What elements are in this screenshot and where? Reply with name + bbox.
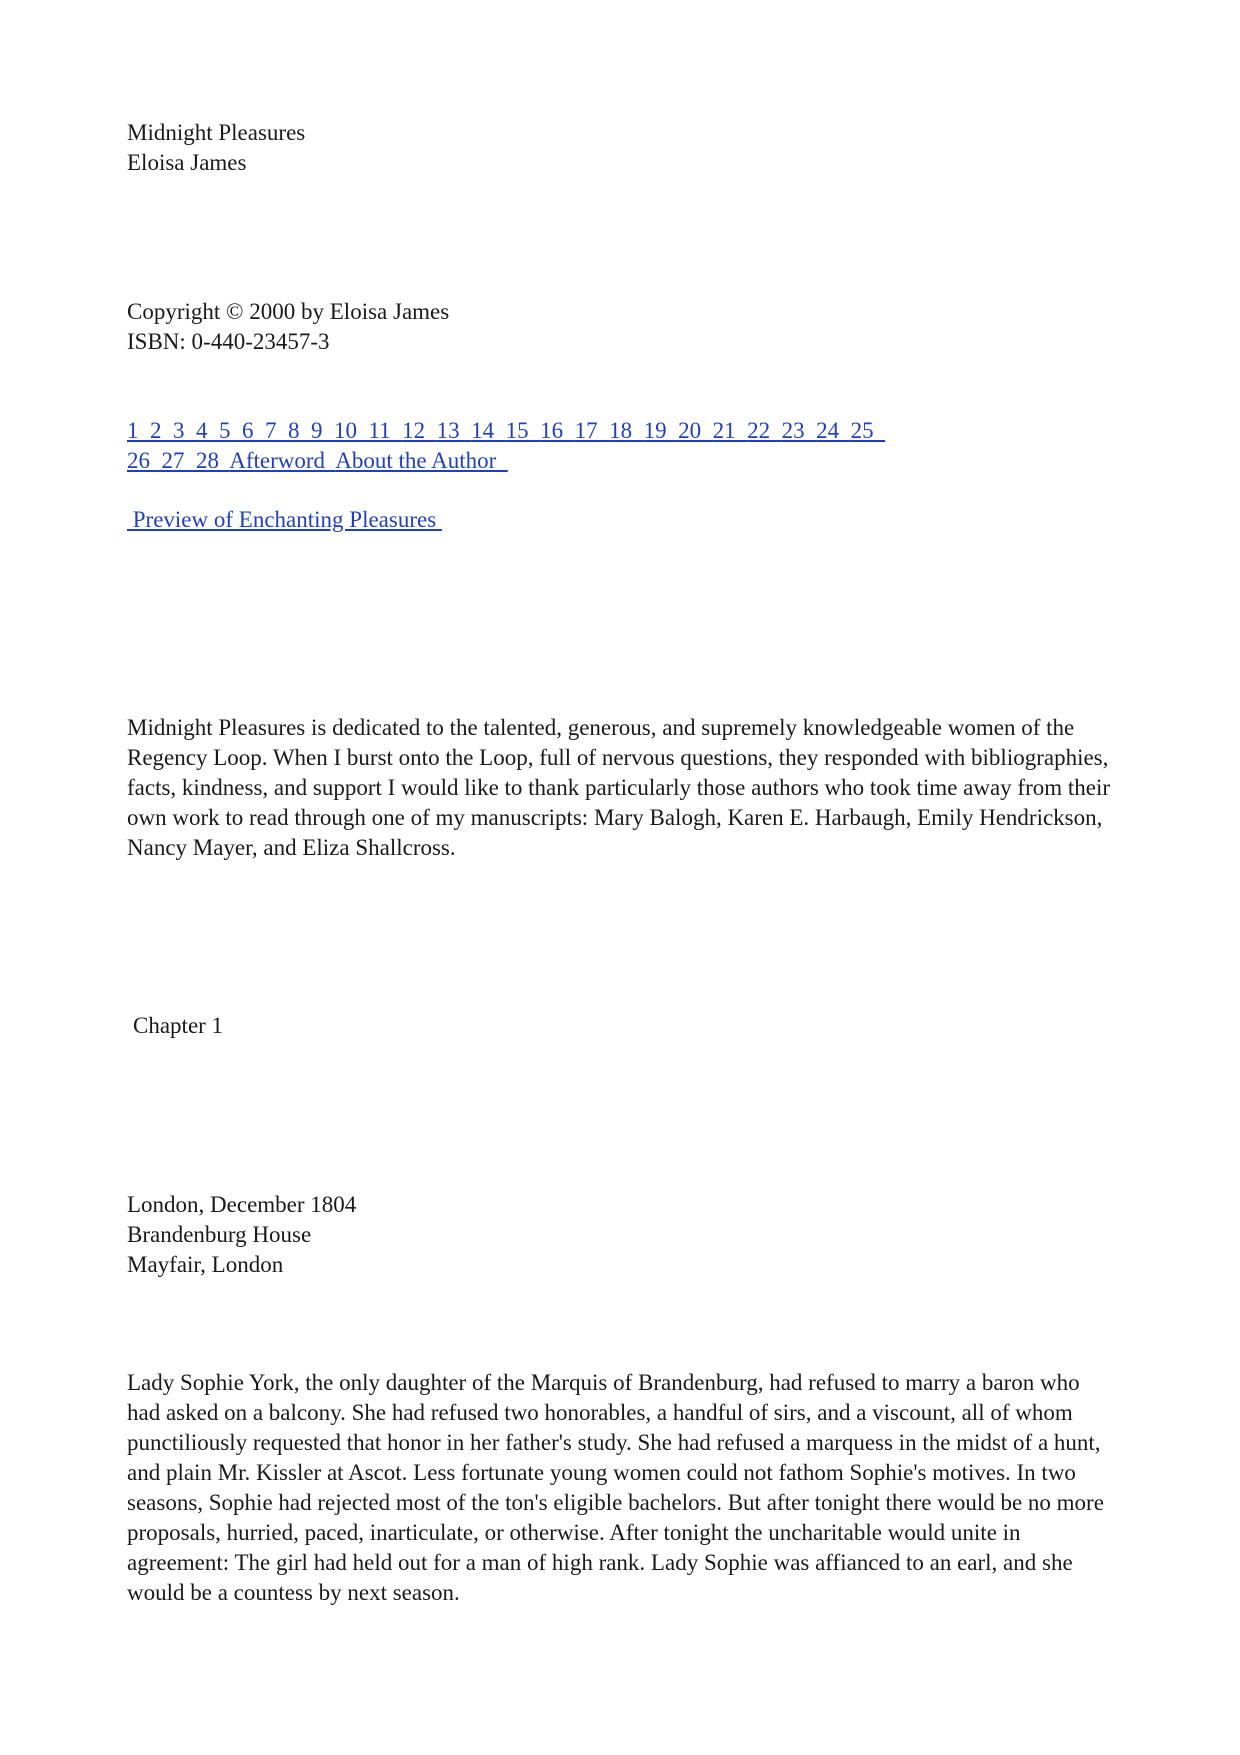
setting-block	[127, 1190, 1127, 1280]
toc-link-27[interactable]: 27	[161, 448, 196, 473]
toc-link-20[interactable]: 20	[678, 418, 713, 443]
setting-line-2: Brandenburg House	[127, 1222, 312, 1247]
toc-link-17[interactable]: 17	[574, 418, 610, 443]
toc-link-28[interactable]: 28	[196, 448, 230, 473]
chapter-paragraph: Lady Sophie York, the only daughter of the Marquis of Brandenburg, had refused to marry a baron who had asked on a balcony. She had refused two honorables, a handful of sirs, and a viscount, all of whom punctiliously requested that honor in her father's study. She had refused a marquess in the midst of a hunt, and plain Mr. Kissler at Ascot. Less fortunate young women could not fathom Sophie's motives. In two seasons, Sophie had rejected most of the ton's eligible bachelors. But after tonight there would be no more proposals, hurried, paced, inarticulate, or otherwise. After tonight the uncharitable would unite in agreement: The girl had held out for a man of high rank. Lady Sophie was affianced to an earl, and she would be a countess by next season.	[127, 1370, 1104, 1605]
toc-row-2	[127, 446, 1127, 476]
copyright-block	[127, 297, 1127, 357]
toc-link-26[interactable]: 26	[127, 448, 162, 473]
toc-link-15[interactable]: 15	[505, 418, 541, 443]
toc-link-21[interactable]: 21	[712, 418, 748, 443]
toc-link-10[interactable]: 10	[334, 418, 369, 443]
toc-link-afterword[interactable]: Afterword	[229, 448, 336, 473]
isbn: ISBN: 0-440-23457-3	[127, 329, 330, 354]
book-author: Eloisa James	[127, 150, 247, 175]
toc-link-2[interactable]: 2	[150, 418, 173, 443]
setting-line-3: Mayfair, London	[127, 1252, 284, 1277]
copyright-notice: Copyright © 2000 by Eloisa James	[127, 299, 450, 324]
toc-link-3[interactable]: 3	[173, 418, 196, 443]
toc-link-5[interactable]: 5	[219, 418, 242, 443]
toc-link-8[interactable]: 8	[288, 418, 311, 443]
table-of-contents	[127, 416, 1127, 476]
toc-link-16[interactable]: 16	[540, 418, 575, 443]
book-title: Midnight Pleasures	[127, 120, 306, 145]
setting-line-1: London, December 1804	[127, 1192, 357, 1217]
toc-link-12[interactable]: 12	[402, 418, 437, 443]
toc-link-14[interactable]: 14	[471, 418, 506, 443]
toc-link-24[interactable]: 24	[816, 418, 851, 443]
toc-link-19[interactable]: 19	[643, 418, 679, 443]
toc-link-22[interactable]: 22	[747, 418, 782, 443]
toc-row-1	[127, 416, 1127, 446]
toc-link-about-the-author[interactable]: About the Author	[335, 448, 508, 473]
toc-link-1[interactable]: 1	[127, 418, 150, 443]
toc-link-23[interactable]: 23	[781, 418, 817, 443]
toc-link-18[interactable]: 18	[609, 418, 644, 443]
toc-link-7[interactable]: 7	[265, 418, 288, 443]
toc-link-11[interactable]: 11	[368, 418, 403, 443]
chapter-heading: Chapter 1	[133, 1013, 224, 1038]
toc-link-6[interactable]: 6	[242, 418, 265, 443]
preview-block	[127, 505, 1127, 535]
preview-link[interactable]: Preview of Enchanting Pleasures	[127, 507, 442, 532]
title-block	[127, 118, 1127, 178]
dedication: Midnight Pleasures is dedicated to the talented, generous, and supremely knowledgeable women of the Regency Loop. When I burst onto the Loop, full of nervous questions, they responded with bibliographies, facts, kindness, and support I would like to thank particularly those authors who took time away from their own work to read through one of my manuscripts: Mary Balogh, Karen E. Harbaugh, Emily Hendrickson, Nancy Mayer, and Eliza Shallcross.	[127, 715, 1111, 860]
chapter-heading-block	[127, 1011, 1127, 1041]
toc-link-25[interactable]: 25	[850, 418, 886, 443]
toc-link-4[interactable]: 4	[196, 418, 219, 443]
toc-link-13[interactable]: 13	[436, 418, 472, 443]
toc-link-9[interactable]: 9	[311, 418, 334, 443]
